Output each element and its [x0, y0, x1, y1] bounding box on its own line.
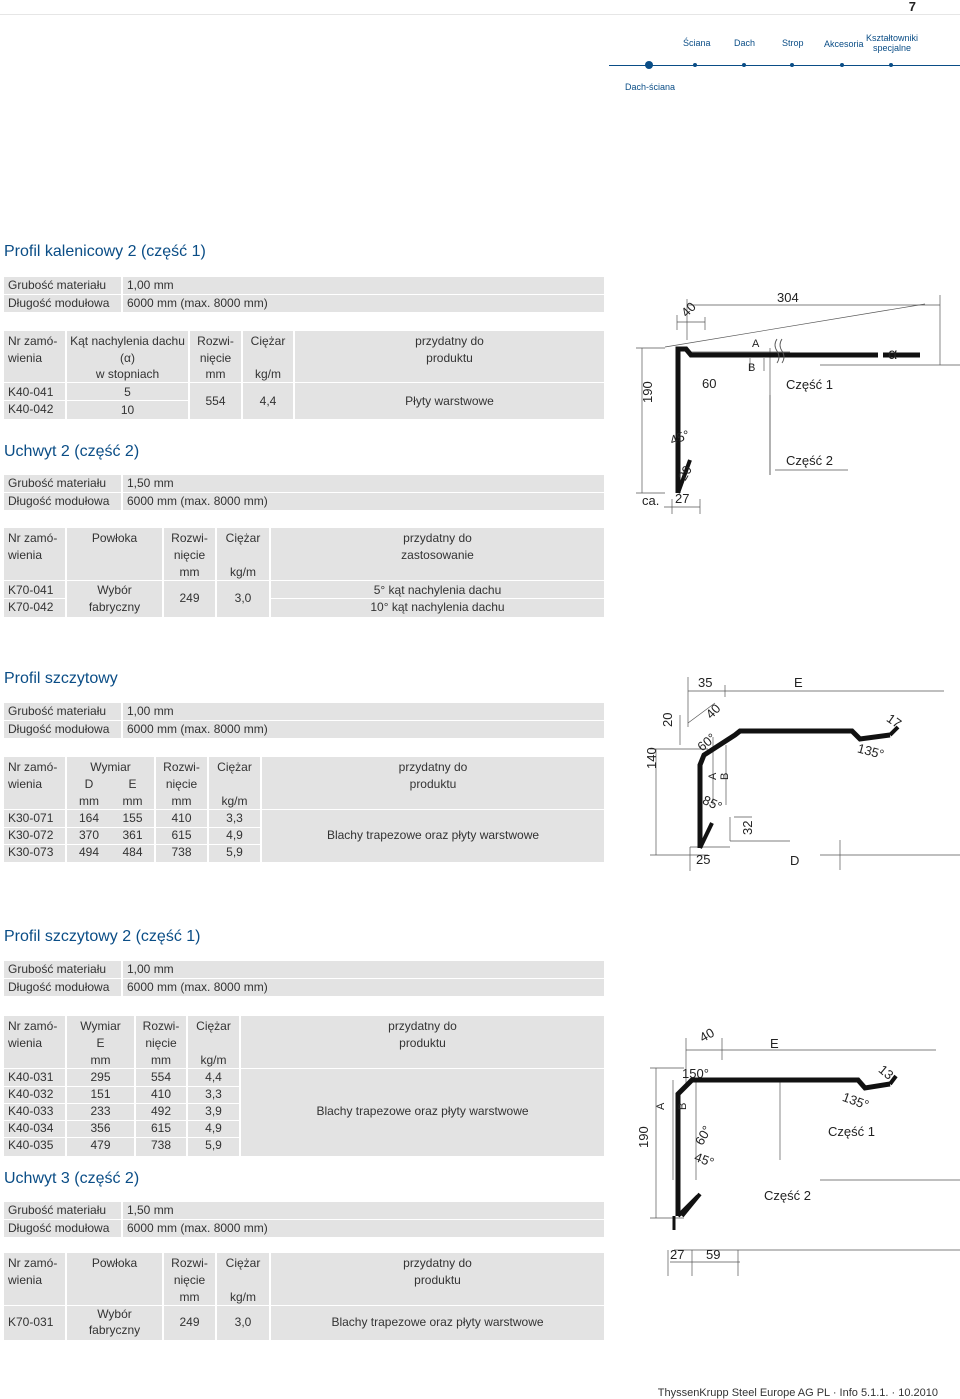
dim-label: 27 — [675, 491, 690, 506]
weight: 3,0 — [234, 1315, 252, 1329]
dim-e: 233 — [90, 1104, 111, 1118]
dim-e: 361 — [122, 828, 143, 842]
dim-e: 356 — [90, 1121, 111, 1135]
unfolded-width: 554 — [205, 394, 226, 408]
weight: 3,3 — [226, 811, 243, 825]
col-header: nięcie — [199, 351, 232, 365]
col-header: przydatny do — [403, 1256, 472, 1270]
nav-item-specjalne-l2[interactable]: specjalne — [873, 43, 912, 53]
col-header: kg/m — [200, 1053, 227, 1067]
props-table — [4, 475, 604, 510]
col-header: Rozwi- — [197, 334, 234, 348]
order-table — [4, 1253, 604, 1340]
nav-item-specjalne-l1[interactable]: Kształtowniki — [866, 33, 919, 43]
nav-dot — [693, 63, 697, 67]
dim-label: 27 — [670, 1247, 685, 1262]
col-header: Kąt nachylenia dachu — [70, 334, 185, 348]
col-header: przydatny do — [398, 760, 468, 774]
col-header: Nr zamó- — [8, 531, 58, 545]
dim-label: E — [770, 1036, 779, 1051]
order-number: K70-042 — [8, 600, 54, 614]
unfolded-width: 738 — [150, 1138, 172, 1152]
col-header: kg/m — [221, 794, 248, 808]
footer: ThyssenKrupp Steel Europe AG PL · Info 5.1.1. · 10.2010 — [657, 1387, 938, 1399]
col-header: w stopniach — [95, 367, 160, 381]
unfolded-width: 615 — [171, 828, 192, 842]
col-header: E — [96, 1036, 105, 1050]
part-label: Część 2 — [786, 453, 833, 468]
props-table — [4, 961, 604, 996]
unfolded-width: 615 — [150, 1121, 172, 1135]
section-title: Profil kalenicowy 2 (część 1) — [4, 243, 206, 260]
order-number: K30-071 — [8, 811, 54, 825]
col-header: nięcie — [173, 1273, 206, 1287]
prop-label: Grubość materiału — [8, 962, 107, 976]
col-header: wienia — [8, 1036, 43, 1050]
nav-item-strop[interactable]: Strop — [782, 38, 804, 48]
part-label: Część 1 — [828, 1124, 875, 1139]
col-header: Rozwi- — [142, 1019, 180, 1033]
col-header: przydatny do — [415, 334, 484, 348]
col-header: mm — [179, 565, 200, 579]
dim-d: 494 — [78, 845, 100, 859]
dim-label: B — [748, 362, 756, 374]
unfolded-width: 738 — [171, 845, 192, 859]
col-header: mm — [79, 794, 99, 808]
drawing-gable-profile — [620, 665, 960, 875]
unfolded-width: 410 — [150, 1087, 172, 1101]
prop-value: 1,00 mm — [127, 704, 174, 718]
col-header: (α) — [120, 351, 135, 365]
col-header: nięcie — [173, 548, 206, 562]
dim-label: 20 — [660, 712, 675, 727]
col-header: mm — [122, 794, 143, 808]
order-table — [4, 528, 604, 617]
col-header: zastosowanie — [401, 548, 474, 562]
dim-label: 60° — [691, 1123, 715, 1148]
col-header: Rozwi- — [163, 760, 200, 774]
order-number: K40-041 — [8, 385, 54, 399]
drawing-gable-profile-2 — [620, 1020, 960, 1292]
order-number: K30-072 — [8, 828, 54, 842]
roof-angle: 5 — [124, 385, 131, 399]
coating: fabryczny — [88, 1323, 141, 1337]
nav-dot — [742, 63, 746, 67]
prop-label: Grubość materiału — [8, 278, 107, 292]
dim-label: 32 — [740, 820, 755, 835]
col-header: nięcie — [145, 1036, 177, 1050]
props-table — [4, 703, 604, 738]
dim-label: 13 — [875, 1061, 897, 1083]
col-header: mm — [171, 794, 192, 808]
col-header: Wymiar — [90, 760, 131, 774]
dim-label: 190 — [640, 381, 655, 403]
dim-label: 45° — [667, 426, 692, 448]
roof-angle: 10 — [120, 403, 135, 417]
col-header: produktu — [409, 777, 457, 791]
dim-label: 17 — [883, 710, 905, 732]
weight: 3,0 — [234, 591, 252, 605]
col-header: produktu — [399, 1036, 446, 1050]
nav-line — [609, 65, 960, 66]
section-title: Profil szczytowy — [4, 670, 118, 687]
order-table — [4, 757, 604, 862]
dim-label: 59 — [706, 1247, 721, 1262]
section-title: Uchwyt 3 (część 2) — [4, 1170, 140, 1187]
dim-label: ca. — [642, 493, 660, 508]
prop-label: Długość modułowa — [8, 296, 110, 310]
prop-value: 6000 mm (max. 8000 mm) — [127, 296, 268, 310]
weight: 3,9 — [205, 1104, 222, 1118]
nav-item-sciana[interactable]: Ściana — [683, 38, 711, 48]
dim-label: 190 — [636, 1126, 651, 1148]
dim-e: 295 — [90, 1070, 111, 1084]
coating: fabryczny — [88, 600, 141, 614]
order-number: K30-073 — [8, 845, 54, 859]
nav-dot-active — [645, 61, 653, 69]
dim-label: 45° — [692, 1149, 717, 1171]
section-title: Profil szczytowy 2 (część 1) — [4, 928, 201, 945]
order-number: K40-042 — [8, 402, 54, 416]
unfolded-width: 410 — [171, 811, 192, 825]
coating: Wybór — [97, 1307, 132, 1321]
prop-value: 6000 mm (max. 8000 mm) — [127, 980, 268, 994]
suitable-for: 10° kąt nachylenia dachu — [370, 600, 505, 614]
part-label: Część 1 — [786, 377, 833, 392]
dim-label: A — [707, 772, 719, 780]
weight: 4,4 — [259, 394, 277, 408]
col-header: mm — [90, 1053, 111, 1067]
col-header: wienia — [8, 1273, 43, 1287]
dim-label: E — [794, 675, 803, 690]
dim-d: 370 — [78, 828, 100, 842]
page-number: 7 — [908, 0, 916, 14]
nav-dot — [790, 63, 794, 67]
prop-label: Długość modułowa — [8, 722, 110, 736]
dim-label: 60° — [694, 730, 719, 755]
order-number: K40-032 — [8, 1087, 54, 1101]
dim-d: 164 — [78, 811, 100, 825]
col-header: przydatny do — [403, 531, 472, 545]
dim-label: 25 — [696, 852, 711, 867]
dim-e: 155 — [122, 811, 143, 825]
col-header: kg/m — [254, 367, 281, 381]
dim-e: 484 — [122, 845, 143, 859]
prop-label: Długość modułowa — [8, 980, 110, 994]
order-table — [4, 331, 604, 419]
weight: 4,9 — [226, 828, 243, 842]
order-number: K40-031 — [8, 1070, 54, 1084]
prop-label: Długość modułowa — [8, 1221, 110, 1235]
nav-dot — [889, 63, 893, 67]
col-header: kg/m — [229, 1290, 256, 1304]
weight: 5,9 — [226, 845, 243, 859]
prop-value: 1,50 mm — [127, 1203, 174, 1217]
col-header: wienia — [8, 548, 43, 562]
suitable-for: 5° kąt nachylenia dachu — [373, 583, 502, 597]
dim-label: 140 — [644, 747, 659, 769]
dim-label: 304 — [777, 290, 799, 305]
dim-label: 135° — [855, 740, 886, 763]
dim-label: B — [719, 772, 731, 780]
coating: Wybór — [97, 583, 132, 597]
dim-e: 479 — [90, 1138, 111, 1152]
unfolded-width: 554 — [150, 1070, 172, 1084]
prop-label: Grubość materiału — [8, 476, 107, 490]
nav-item-dach[interactable]: Dach — [734, 38, 756, 48]
header-rule — [0, 14, 960, 15]
col-header: D — [84, 777, 94, 791]
nav-dot — [840, 63, 844, 67]
col-header: Nr zamó- — [8, 760, 58, 774]
col-header: Rozwi- — [171, 531, 208, 545]
prop-value: 6000 mm (max. 8000 mm) — [127, 1221, 268, 1235]
props-table — [4, 1202, 604, 1237]
dim-label: 20 — [674, 462, 696, 483]
col-header: Ciężar — [225, 1256, 261, 1270]
prop-value: 6000 mm (max. 8000 mm) — [127, 494, 268, 508]
part-label: Część 2 — [764, 1188, 811, 1203]
col-header: wienia — [8, 351, 43, 365]
col-header: Wymiar — [80, 1019, 121, 1033]
dim-label: 135° — [840, 1089, 871, 1113]
suitable-for: Blachy trapezowe oraz płyty warstwowe — [331, 1315, 544, 1329]
col-header: mm — [151, 1053, 171, 1067]
col-header: Nr zamó- — [8, 1019, 58, 1033]
col-header: E — [128, 777, 137, 791]
dim-label: 35 — [698, 675, 713, 690]
unfolded-width: 249 — [179, 1315, 200, 1329]
order-number: K40-034 — [8, 1121, 54, 1135]
weight: 3,3 — [205, 1087, 222, 1101]
dim-e: 151 — [90, 1087, 111, 1101]
col-header: Powłoka — [91, 1256, 138, 1270]
dim-label: 85° — [700, 792, 725, 815]
props-table — [4, 277, 604, 312]
col-header: Rozwi- — [171, 1256, 208, 1270]
suitable-for: Blachy trapezowe oraz płyty warstwowe — [316, 1104, 529, 1118]
unfolded-width: 492 — [150, 1104, 172, 1118]
dim-label: B — [677, 1102, 689, 1110]
col-header: Nr zamó- — [8, 1256, 58, 1270]
order-table — [4, 1016, 604, 1156]
dim-label: A — [752, 338, 760, 350]
dim-label: 150° — [682, 1066, 709, 1081]
prop-label: Grubość materiału — [8, 1203, 107, 1217]
order-number: K40-035 — [8, 1138, 54, 1152]
unfolded-width: 249 — [179, 591, 200, 605]
nav-item-akcesoria[interactable]: Akcesoria — [824, 39, 864, 49]
suitable-for: Płyty warstwowe — [405, 394, 494, 408]
col-header: Ciężar — [217, 760, 252, 774]
col-header: kg/m — [229, 565, 256, 579]
col-header: Ciężar — [250, 334, 286, 348]
drawing-ridge-profile — [620, 285, 960, 520]
order-number: K40-033 — [8, 1104, 54, 1118]
prop-value: 1,50 mm — [127, 476, 174, 490]
dim-label: 40 — [677, 299, 699, 320]
col-header: Nr zamó- — [8, 334, 58, 348]
section-title: Uchwyt 2 (część 2) — [4, 443, 140, 460]
dim-label: 60 — [702, 376, 717, 391]
col-header: mm — [179, 1290, 200, 1304]
col-header: Powłoka — [91, 531, 138, 545]
col-header: wienia — [8, 777, 43, 791]
prop-value: 6000 mm (max. 8000 mm) — [127, 722, 268, 736]
weight: 5,9 — [205, 1138, 222, 1152]
col-header: przydatny do — [388, 1019, 457, 1033]
dim-label: 40 — [696, 1024, 717, 1046]
dim-label: 40 — [702, 700, 724, 722]
col-header: mm — [205, 367, 226, 381]
weight: 4,9 — [205, 1121, 222, 1135]
col-header: produktu — [414, 1273, 461, 1287]
suitable-for: Blachy trapezowe oraz płyty warstwowe — [326, 828, 540, 842]
page-header — [0, 0, 960, 16]
nav-sub-item[interactable]: Dach-ściana — [625, 82, 676, 92]
col-header: produktu — [426, 351, 473, 365]
prop-label: Grubość materiału — [8, 704, 107, 718]
dim-label: A — [655, 1102, 667, 1110]
col-header: Ciężar — [225, 531, 261, 545]
col-header: nięcie — [165, 777, 198, 791]
weight: 4,4 — [205, 1070, 222, 1084]
col-header: Ciężar — [196, 1019, 231, 1033]
dim-label: α — [888, 346, 898, 363]
order-number: K70-031 — [8, 1315, 54, 1329]
prop-value: 1,00 mm — [127, 962, 174, 976]
order-number: K70-041 — [8, 583, 54, 597]
prop-label: Długość modułowa — [8, 494, 110, 508]
dim-label: D — [790, 853, 800, 868]
prop-value: 1,00 mm — [127, 278, 174, 292]
